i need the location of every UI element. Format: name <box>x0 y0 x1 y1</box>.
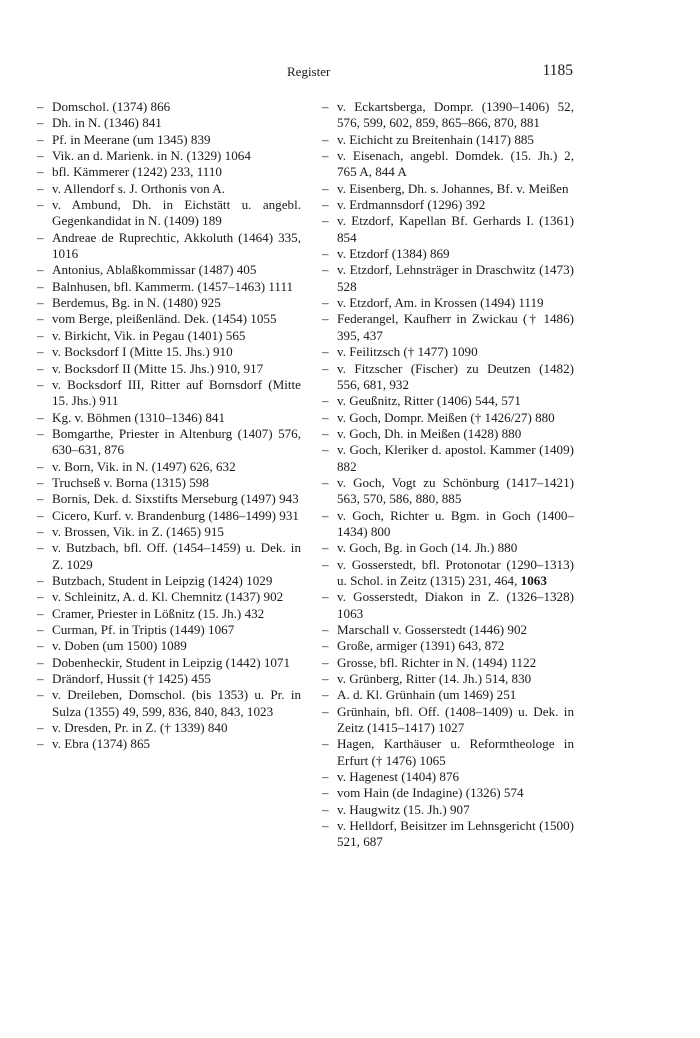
entry-dash: – <box>322 425 329 441</box>
entry-dash: – <box>322 769 329 785</box>
entry-text: Grünhain, bfl. Off. (1408–1409) u. Dek. in Zeitz (1415–1417) 1027 <box>337 703 574 736</box>
index-entry <box>322 246 574 262</box>
entry-dash: – <box>322 589 329 605</box>
entry-dash: – <box>322 654 329 670</box>
entry-text: Marschall v. Gosserstedt (1446) 902 <box>337 622 528 637</box>
index-entry <box>37 361 301 377</box>
entry-text: Truchseß v. Borna (1315) 598 <box>52 474 209 490</box>
entry-dash: – <box>37 197 44 213</box>
entry-text: vom Berge, pleißenländ. Dek. (1454) 1055 <box>52 311 277 327</box>
entry-text: v. Butzbach, bfl. Off. (1454–1459) u. Dek. in Z. 1029 <box>52 540 301 572</box>
index-entry <box>322 262 574 295</box>
entry-dash: – <box>322 393 329 409</box>
index-column-left <box>37 99 301 753</box>
index-entry <box>37 230 301 263</box>
entry-dash: – <box>37 360 44 376</box>
index-entry <box>322 426 574 442</box>
index-entry <box>322 622 574 638</box>
entry-dash: – <box>37 589 44 605</box>
index-entry <box>37 720 301 736</box>
index-entry <box>37 671 301 687</box>
entry-text: v. Eichicht zu Breitenhain (1417) 885 <box>337 131 534 147</box>
entry-dash: – <box>322 148 329 164</box>
entry-dash: – <box>322 785 329 801</box>
entry-text: v. Goch, Dompr. Meißen († 1426/27) 880 <box>337 409 555 425</box>
index-entry <box>37 426 301 459</box>
index-entry <box>37 475 301 491</box>
entry-text: v. Grünberg, Ritter (14. Jh.) 514, 830 <box>337 671 532 687</box>
index-entry <box>322 295 574 311</box>
entry-dash: – <box>37 540 44 556</box>
index-entry <box>322 475 574 508</box>
index-entry <box>322 655 574 671</box>
index-entry <box>37 328 301 344</box>
entry-dash: – <box>322 197 329 213</box>
entry-dash: – <box>37 131 44 147</box>
entry-text: v. Goch, Richter u. Bgm. in Goch (1400–1434) 800 <box>337 507 574 539</box>
entry-dash: – <box>37 295 44 311</box>
entry-text: v. Geußnitz, Ritter (1406) 544, 571 <box>337 393 521 409</box>
index-entry <box>322 704 574 737</box>
entry-text: v. Gosserstedt, bfl. Protonotar (1290–1313) u. Schol. in Zeitz (1315) 231, 464, <box>337 556 574 588</box>
index-entry <box>37 524 301 540</box>
entry-dash: – <box>37 572 44 588</box>
entry-text: Pf. in Meerane (um 1345) 839 <box>52 131 211 147</box>
entry-dash: – <box>37 409 44 425</box>
entry-text: v. Eisenberg, Dh. s. Johannes, Bf. v. Meißen <box>337 180 569 196</box>
index-entry <box>37 459 301 475</box>
entry-text: v. Goch, Dh. in Meißen (1428) 880 <box>337 425 522 441</box>
entry-dash: – <box>322 262 329 278</box>
entry-dash: – <box>37 736 44 752</box>
index-entry <box>37 508 301 524</box>
index-entry <box>37 279 301 295</box>
index-entry <box>37 589 301 605</box>
entry-dash: – <box>322 671 329 687</box>
entry-text: v. Goch, Bg. in Goch (14. Jh.) 880 <box>337 540 518 556</box>
entry-text: Große, armiger (1391) 643, 872 <box>337 638 505 654</box>
entry-text: v. Dresden, Pr. in Z. († 1339) 840 <box>52 720 228 736</box>
index-entry <box>322 736 574 769</box>
entry-dash: – <box>37 311 44 327</box>
entry-text: v. Goch, Vogt zu Schönburg (1417–1421) 563, 570, 586, 880, 885 <box>337 474 574 507</box>
index-entry <box>322 785 574 801</box>
index-entry <box>322 213 574 246</box>
entry-text: v. Etzdorf (1384) 869 <box>337 246 450 262</box>
entry-text: v. Bocksdorf III, Ritter auf Bornsdorf (Mitte 15. Jhs.) 911 <box>52 376 301 409</box>
index-entry <box>322 311 574 344</box>
entry-dash: – <box>322 213 329 229</box>
entry-dash: – <box>322 360 329 376</box>
entry-text: v. Ebra (1374) 865 <box>52 736 151 752</box>
entry-dash: – <box>322 409 329 425</box>
entry-dash: – <box>37 344 44 360</box>
entry-text: v. Hagenest (1404) 876 <box>337 769 460 785</box>
entry-bold-page: 1063 <box>520 572 547 588</box>
entry-dash: – <box>322 736 329 752</box>
entry-text: v. Etzdorf, Lehnsträger in Draschwitz (1473) 528 <box>337 262 574 294</box>
index-entry <box>37 687 301 720</box>
entry-dash: – <box>322 687 329 703</box>
entry-text: v. Allendorf s. J. Orthonis von A. <box>52 180 226 196</box>
index-entry <box>322 687 574 703</box>
entry-text: v. Erdmannsdorf (1296) 392 <box>337 197 486 213</box>
index-entry <box>37 540 301 573</box>
entry-text: bfl. Kämmerer (1242) 233, 1110 <box>52 164 222 180</box>
entry-text: Hagen, Karthäuser u. Reformtheologe in Erfurt († 1476) 1065 <box>337 736 574 768</box>
index-entry <box>37 655 301 671</box>
index-entry <box>37 606 301 622</box>
index-entry <box>37 262 301 278</box>
entry-text: v. Goch, Kleriker d. apostol. Kammer (1409) 882 <box>337 442 574 474</box>
index-entry <box>37 99 301 115</box>
entry-text: v. Eckartsberga, Dompr. (1390–1406) 52, 576, 599, 602, 859, 865–866, 870, 881 <box>337 99 574 131</box>
index-entry <box>37 638 301 654</box>
index-entry <box>322 802 574 818</box>
index-entry <box>322 99 574 132</box>
entry-text: Bomgarthe, Priester in Altenburg (1407) 576, 630–631, 876 <box>52 425 301 458</box>
index-entry <box>322 769 574 785</box>
index-entry <box>37 410 301 426</box>
entry-text: Berdemus, Bg. in N. (1480) 925 <box>52 295 221 311</box>
index-column-right <box>322 99 574 851</box>
entry-text: v. Etzdorf, Kapellan Bf. Gerhards I. (1361) 854 <box>337 213 574 245</box>
index-entry <box>322 589 574 622</box>
entry-dash: – <box>37 622 44 637</box>
entry-dash: – <box>37 180 44 196</box>
entry-dash: – <box>322 474 329 490</box>
entry-text: v. Gosserstedt, Diakon in Z. (1326–1328) 1063 <box>337 589 574 621</box>
entry-dash: – <box>37 687 44 703</box>
entry-text: Curman, Pf. in Triptis (1449) 1067 <box>52 622 235 637</box>
entry-dash: – <box>37 148 44 164</box>
index-entry <box>322 148 574 181</box>
entry-dash: – <box>37 229 44 245</box>
entry-dash: – <box>322 507 329 523</box>
entry-text: Andreae de Ruprechtic, Akkoluth (1464) 335, 1016 <box>52 229 301 262</box>
entry-dash: – <box>37 638 44 654</box>
index-entry <box>37 115 301 131</box>
index-entry <box>37 377 301 410</box>
entry-dash: – <box>37 327 44 343</box>
entry-text: v. Feilitzsch († 1477) 1090 <box>337 344 478 360</box>
entry-dash: – <box>322 246 329 262</box>
entry-text: v. Doben (um 1500) 1089 <box>52 638 187 654</box>
running-head-title: Register <box>287 64 331 79</box>
page-number: 1185 <box>542 62 573 79</box>
entry-text: vom Hain (de Indagine) (1326) 574 <box>337 785 524 801</box>
entry-dash: – <box>322 311 329 327</box>
index-entry <box>322 671 574 687</box>
running-head <box>0 62 700 82</box>
index-entry <box>37 622 301 638</box>
entry-text: Vik. an d. Marienk. in N. (1329) 1064 <box>52 148 251 164</box>
entry-dash: – <box>37 425 44 441</box>
index-entry <box>322 132 574 148</box>
index-entry <box>37 344 301 360</box>
entry-text: v. Ambund, Dh. in Eichstätt u. angebl. Gegenkandidat in N. (1409) 189 <box>52 197 301 229</box>
index-entry <box>37 491 301 507</box>
index-entry <box>37 311 301 327</box>
entry-text: v. Bocksdorf I (Mitte 15. Jhs.) 910 <box>52 344 233 360</box>
entry-dash: – <box>37 491 44 507</box>
entry-text: Cramer, Priester in Lößnitz (15. Jh.) 432 <box>52 605 265 621</box>
entry-text: A. d. Kl. Grünhain (um 1469) 251 <box>337 687 517 703</box>
entry-dash: – <box>37 458 44 474</box>
index-entry <box>37 573 301 589</box>
entry-dash: – <box>322 540 329 556</box>
entry-dash: – <box>37 115 44 131</box>
index-entry <box>322 508 574 541</box>
index-entry <box>322 410 574 426</box>
entry-text: Drändorf, Hussit († 1425) 455 <box>52 671 211 687</box>
entry-dash: – <box>322 703 329 719</box>
entry-dash: – <box>37 605 44 621</box>
entry-dash: – <box>37 99 44 114</box>
entry-text: Antonius, Ablaßkommissar (1487) 405 <box>52 262 257 278</box>
index-entry <box>322 638 574 654</box>
index-entry <box>37 164 301 180</box>
entry-dash: – <box>322 801 329 817</box>
entry-text: Balnhusen, bfl. Kammerm. (1457–1463) 1111 <box>52 278 294 294</box>
index-entry <box>322 344 574 360</box>
entry-text: v. Helldorf, Beisitzer im Lehnsgericht (1500) 521, 687 <box>337 818 574 850</box>
entry-text: v. Bocksdorf II (Mitte 15. Jhs.) 910, 917 <box>52 360 264 376</box>
entry-dash: – <box>322 442 329 458</box>
entry-text: v. Fitzscher (Fischer) zu Deutzen (1482) 556, 681, 932 <box>337 360 574 392</box>
entry-text: v. Haugwitz (15. Jh.) 907 <box>337 801 470 817</box>
entry-text: Bornis, Dek. d. Sixstifts Merseburg (1497) 943 <box>52 491 299 507</box>
entry-dash: – <box>322 99 329 114</box>
entry-text: v. Eisenach, angebl. Domdek. (15. Jh.) 2, 765 A, 844 A <box>337 148 574 180</box>
entry-dash: – <box>322 622 329 637</box>
entry-text: Federangel, Kaufherr in Zwickau († 1486) 395, 437 <box>337 311 574 343</box>
entry-dash: – <box>37 474 44 490</box>
entry-dash: – <box>37 278 44 294</box>
entry-text: v. Birkicht, Vik. in Pegau (1401) 565 <box>52 327 246 343</box>
entry-dash: – <box>37 507 44 523</box>
entry-dash: – <box>37 720 44 736</box>
index-entry <box>322 818 574 851</box>
entry-text: Grosse, bfl. Richter in N. (1494) 1122 <box>337 654 537 670</box>
entry-dash: – <box>37 523 44 539</box>
index-entry <box>37 181 301 197</box>
index-entry <box>322 181 574 197</box>
index-entry <box>322 557 574 590</box>
entry-text: v. Dreileben, Domschol. (bis 1353) u. Pr. in Sulza (1355) 49, 599, 836, 840, 843, 1023 <box>52 687 301 719</box>
entry-dash: – <box>37 654 44 670</box>
entry-text: v. Brossen, Vik. in Z. (1465) 915 <box>52 523 224 539</box>
entry-dash: – <box>322 556 329 572</box>
entry-dash: – <box>322 818 329 834</box>
index-entry <box>37 197 301 230</box>
entry-dash: – <box>37 376 44 392</box>
entry-dash: – <box>322 180 329 196</box>
entry-text: Domschol. (1374) 866 <box>52 99 171 114</box>
index-entry <box>37 736 301 752</box>
index-entry <box>37 132 301 148</box>
entry-dash: – <box>322 295 329 311</box>
index-entry <box>322 442 574 475</box>
entry-text: v. Born, Vik. in N. (1497) 626, 632 <box>52 458 236 474</box>
index-entry <box>322 197 574 213</box>
entry-dash: – <box>322 638 329 654</box>
index-entry <box>322 540 574 556</box>
index-entry <box>37 148 301 164</box>
entry-text: Kg. v. Böhmen (1310–1346) 841 <box>52 409 225 425</box>
entry-text: v. Schleinitz, A. d. Kl. Chemnitz (1437) 902 <box>52 589 284 605</box>
entry-dash: – <box>322 131 329 147</box>
entry-text: Cicero, Kurf. v. Brandenburg (1486–1499) 931 <box>52 507 299 523</box>
index-entry <box>322 393 574 409</box>
index-entry <box>37 295 301 311</box>
entry-dash: – <box>322 344 329 360</box>
entry-text: Dobenheckir, Student in Leipzig (1442) 1071 <box>52 654 291 670</box>
index-entry <box>322 361 574 394</box>
entry-dash: – <box>37 262 44 278</box>
entry-text: v. Etzdorf, Am. in Krossen (1494) 1119 <box>337 295 544 311</box>
entry-dash: – <box>37 164 44 180</box>
entry-text: Dh. in N. (1346) 841 <box>52 115 162 131</box>
entry-dash: – <box>37 671 44 687</box>
entry-text: Butzbach, Student in Leipzig (1424) 1029 <box>52 572 273 588</box>
